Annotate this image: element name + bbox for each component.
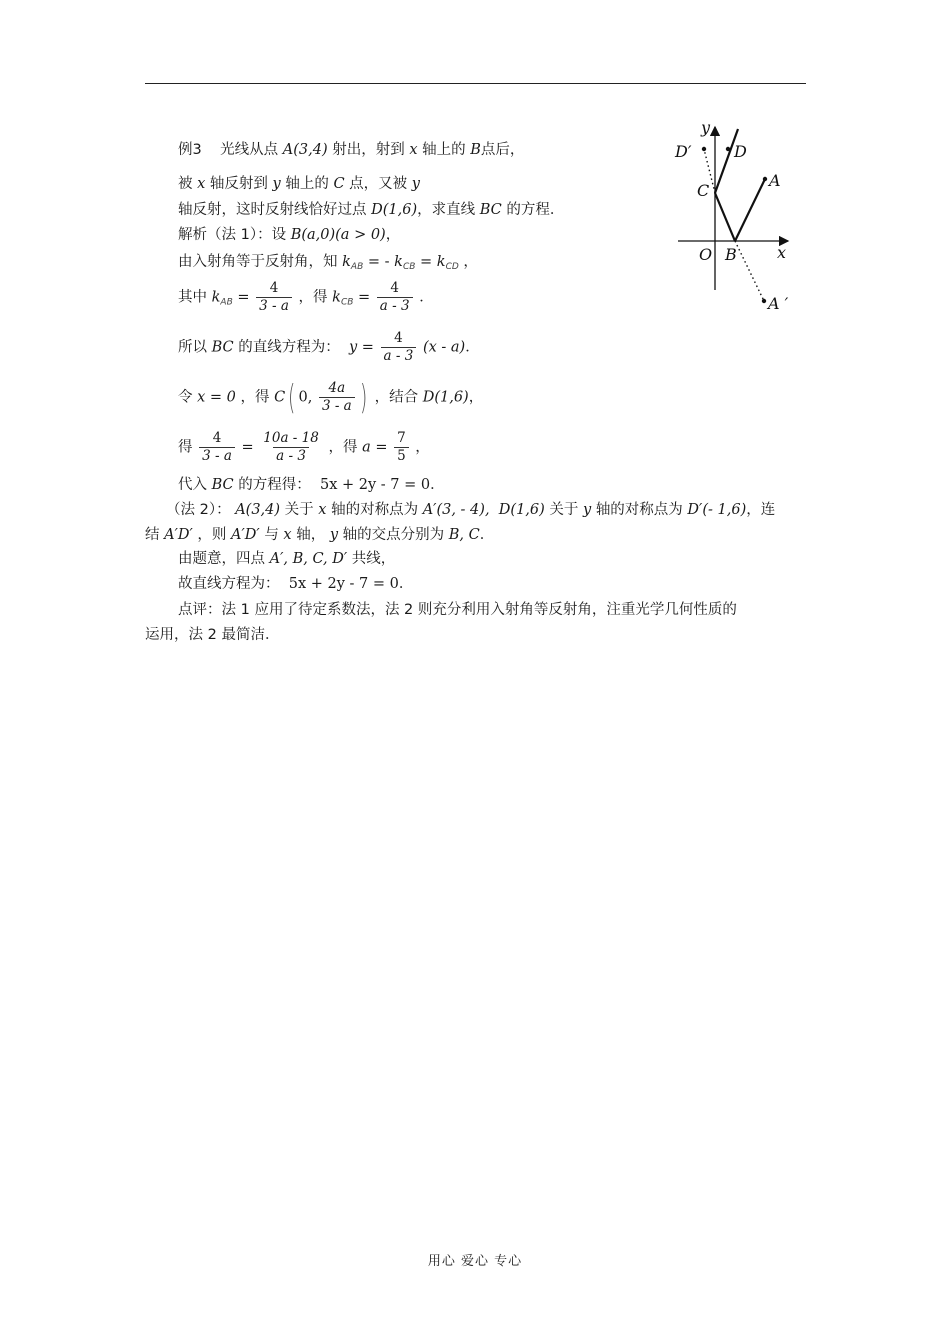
line-bc: BC [211,339,234,356]
var-x: x [283,527,292,543]
text: ，则 [197,527,227,543]
solution1-line-5 [178,377,484,418]
point-a: A(3,4) [235,502,281,518]
point-c: C [333,176,345,192]
text: 轴反射到 [209,176,268,192]
fraction [319,380,355,415]
subscript: AB [220,297,233,308]
fraction [199,430,235,465]
point-c: C [274,389,286,406]
operator: = [241,439,259,456]
var-y: y [411,176,420,192]
numerator: 4 [390,280,399,296]
point-d-prime: D′(- 1,6) [687,502,747,518]
fraction [260,430,322,465]
text: 点，又被 [349,176,408,192]
label-b: B [725,245,737,264]
text: ，求直线 [417,202,476,218]
equation: 5x + 2y - 7 = 0 [288,576,399,592]
solution2-line-4 [178,574,413,594]
label-d: D [734,142,747,161]
text: ，结合 [374,389,419,406]
solution2-line-3 [178,549,395,569]
text: ，得 [240,389,270,406]
text: 由入射角等于反射角，知 [178,254,338,270]
point-a: A(3,4) [282,142,328,158]
slope-k: k [394,254,403,270]
subscript: AB [350,262,364,272]
slope-k: k [211,289,221,306]
slope-k: k [436,254,446,270]
fraction [377,280,413,315]
text: 解析（法 1）：设 [178,227,287,243]
comment-text: 运用，法 2 最简洁． [145,627,280,643]
text: 由题意，四点 [178,551,265,567]
text: 所以 [178,339,207,356]
label-y: y [701,118,711,137]
text: 轴的对称点为 [331,502,419,518]
solution2-line-2 [145,525,494,545]
comment-line-2 [145,625,279,645]
denominator: a - 3 [377,297,413,315]
left-paren: ( [288,377,296,418]
text: 被 [178,176,193,192]
label-x: x [777,243,787,262]
text: 轴的对称点为 [595,502,683,518]
var-y: y [583,502,592,518]
math: x = 0 [197,389,236,406]
text: 与 [264,527,279,543]
text: 轴上的 [422,142,466,158]
denominator: 3 - a [256,297,292,315]
text: ，得 [328,439,358,456]
example-line-3 [178,200,564,220]
example-line-2 [178,174,420,194]
solution1-line-1 [178,225,400,245]
math: B(a,0)(a > 0) [290,227,386,243]
text: ． [398,576,414,592]
numerator: 4 [269,280,279,296]
point-a-prime: A′(3, - 4), [422,502,490,518]
solution1-line-7 [178,475,445,495]
math: a = [362,439,393,456]
example-label: 例3 [178,142,202,158]
ray-a-b [735,179,765,241]
fraction [394,430,409,465]
var-x: x [318,502,327,518]
text: 故直线方程为： [178,576,280,592]
label-o: O [699,245,713,264]
text: 轴的交点分别为 [342,527,445,543]
text: ， [385,227,401,243]
collinear-points: A′, B, C, D′ [269,551,348,567]
denominator: a - 3 [381,347,417,365]
slope-k: k [342,254,351,270]
equation: 5x + 2y - 7 = 0 [319,477,431,493]
example-line-1 [178,140,524,160]
segment-a-prime-d-prime: A′D′ [231,527,260,543]
text: ，连 [746,502,776,518]
point-dprime-dot [702,147,706,151]
text: 的直线方程为： [238,339,340,356]
dotted-b-aprime [735,241,764,301]
reflection-diagram [670,115,800,315]
fraction [381,330,417,365]
operator: = [358,289,375,306]
text: ． [465,339,480,356]
label-c: C [697,181,710,200]
point-aprime-dot [762,299,766,303]
text: 轴， [296,527,326,543]
point-b: B [470,142,481,158]
page-footer: 用心 爱心 专心 [427,1254,523,1269]
text: ， [415,439,430,456]
text: 关于 [284,502,314,518]
numerator: 7 [397,430,406,446]
ray-c-d [715,129,738,193]
line-bc: BC [479,202,502,218]
point-d: D(1,6) [371,202,418,218]
var-x: x [409,142,418,158]
label-dprime: D′ [675,142,692,161]
point-d: D(1,6) [498,502,545,518]
text: （法 2）： [166,502,231,518]
point-a-dot [763,177,767,181]
text: ． [479,527,495,543]
line-bc: BC [211,477,234,493]
text: 的方程得： [238,477,311,493]
fraction [256,280,292,315]
subscript: CB [340,297,354,308]
text: 光线从点 [220,142,279,158]
var-y: y [329,527,339,543]
operator: = [420,254,437,270]
denominator: 3 - a [319,397,355,415]
subscript: CD [445,262,459,272]
text: 点后， [480,142,525,158]
text: 得 [178,439,193,456]
text: 共线， [351,551,396,567]
solution2-line-1 [166,500,775,520]
slope-k: k [332,289,341,306]
operator: = - [367,254,395,270]
points-b-c: B, C [448,527,480,543]
operator: = [237,289,255,306]
text: ． [419,289,434,306]
denominator: 3 - a [199,447,235,465]
text: 轴上的 [285,176,329,192]
text: 关于 [549,502,579,518]
subscript: CB [402,262,416,272]
numerator: 4 [394,330,403,346]
text: ，得 [298,289,328,306]
denominator: 5 [394,447,409,465]
text: 结 [145,527,160,543]
segment-a-prime-d-prime: A′D′ [164,527,193,543]
right-paren: ) [359,377,368,418]
text: 射出，射到 [332,142,405,158]
solution1-line-2 [178,252,478,277]
text: 令 [178,389,193,406]
solution1-line-6 [178,430,430,465]
text: ， [468,389,484,406]
numerator: 10a - 18 [263,430,319,446]
var-x: x [197,176,206,192]
text: 其中 [178,289,207,306]
text: ． [430,477,445,493]
math: 0, [298,389,313,406]
comment-text: 点评：法 1 应用了待定系数法，法 2 则充分利用入射角等反射角，注重光学几何性质的 [178,602,737,618]
header-rule [145,83,806,84]
denominator: a - 3 [273,447,309,465]
var-y: y [272,176,281,192]
math: y = [348,339,379,356]
label-aprime: A ′ [768,294,789,313]
text: 轴反射，这时反射线恰好过点 [178,202,367,218]
text: ， [463,254,478,270]
numerator: 4a [328,380,346,396]
solution1-line-3 [178,280,434,320]
label-a: A [769,171,781,190]
math: (x - a) [422,339,466,356]
ray-b-c [715,193,735,241]
point-d: D(1,6) [422,389,469,406]
numerator: 4 [212,430,222,446]
solution1-line-4 [178,330,480,365]
text: 的方程． [506,202,565,218]
point-d-dot [726,147,730,151]
text: 代入 [178,477,207,493]
comment-line-1 [178,600,737,620]
